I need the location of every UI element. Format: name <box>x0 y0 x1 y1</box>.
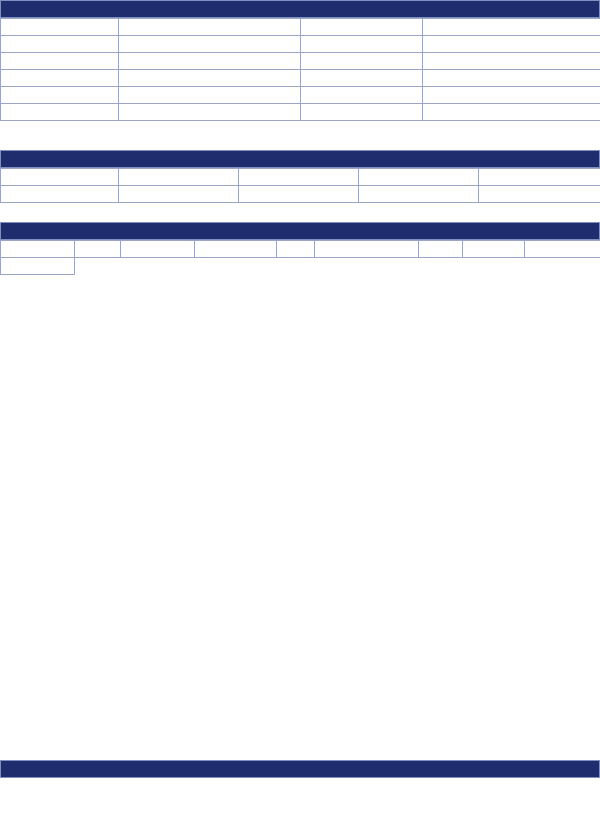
table-cell <box>1 19 119 36</box>
trades-header-row <box>1 241 600 258</box>
table-cell <box>359 169 479 186</box>
table-cell <box>119 53 301 70</box>
funds-row <box>1 70 600 87</box>
table-cell <box>423 19 600 36</box>
table-cell <box>1 70 119 87</box>
table-row <box>1 258 600 275</box>
trades-table <box>0 240 600 275</box>
table-cell <box>119 19 301 36</box>
funds-table <box>0 18 600 121</box>
table-cell <box>463 241 525 258</box>
table-cell <box>525 241 600 258</box>
table-cell <box>423 53 600 70</box>
cashflow-total-row <box>1 186 600 203</box>
table-cell <box>315 241 419 258</box>
table-cell <box>277 241 315 258</box>
table-cell <box>423 70 600 87</box>
table-cell <box>1 186 119 203</box>
table-cell <box>239 169 359 186</box>
cashflow-title <box>0 150 600 168</box>
table-cell <box>75 241 121 258</box>
table-cell <box>301 19 423 36</box>
table-cell <box>359 186 479 203</box>
funds-row <box>1 87 600 104</box>
trades-links <box>573 223 597 241</box>
table-cell <box>1 104 119 121</box>
table-cell <box>479 186 600 203</box>
positions-title-bar <box>0 760 600 778</box>
trades-section <box>0 222 600 275</box>
table-cell <box>1 36 119 53</box>
funds-section <box>0 0 600 121</box>
table-cell <box>119 70 301 87</box>
table-cell <box>301 87 423 104</box>
table-cell <box>239 186 359 203</box>
cashflow-section <box>0 150 600 203</box>
table-cell <box>1 169 119 186</box>
cashflow-header-row <box>1 169 600 186</box>
table-cell <box>1 241 75 258</box>
funds-row <box>1 53 600 70</box>
table-cell <box>119 169 239 186</box>
table-cell <box>419 241 463 258</box>
cashflow-table <box>0 168 600 203</box>
trades-title-bar <box>0 222 600 240</box>
positions-section <box>0 760 600 778</box>
table-cell <box>301 104 423 121</box>
table-cell <box>301 53 423 70</box>
table-cell <box>121 241 195 258</box>
table-cell <box>119 36 301 53</box>
table-cell <box>1 53 119 70</box>
table-cell <box>423 87 600 104</box>
table-cell <box>1 258 75 275</box>
table-cell <box>119 186 239 203</box>
funds-title <box>0 0 600 18</box>
table-cell <box>423 36 600 53</box>
table-cell <box>195 241 277 258</box>
table-cell <box>479 169 600 186</box>
table-cell <box>301 36 423 53</box>
funds-row <box>1 104 600 121</box>
table-cell <box>1 87 119 104</box>
table-cell <box>119 87 301 104</box>
table-cell <box>423 104 600 121</box>
funds-row <box>1 36 600 53</box>
funds-row <box>1 19 600 36</box>
table-cell <box>301 70 423 87</box>
table-cell <box>119 104 301 121</box>
